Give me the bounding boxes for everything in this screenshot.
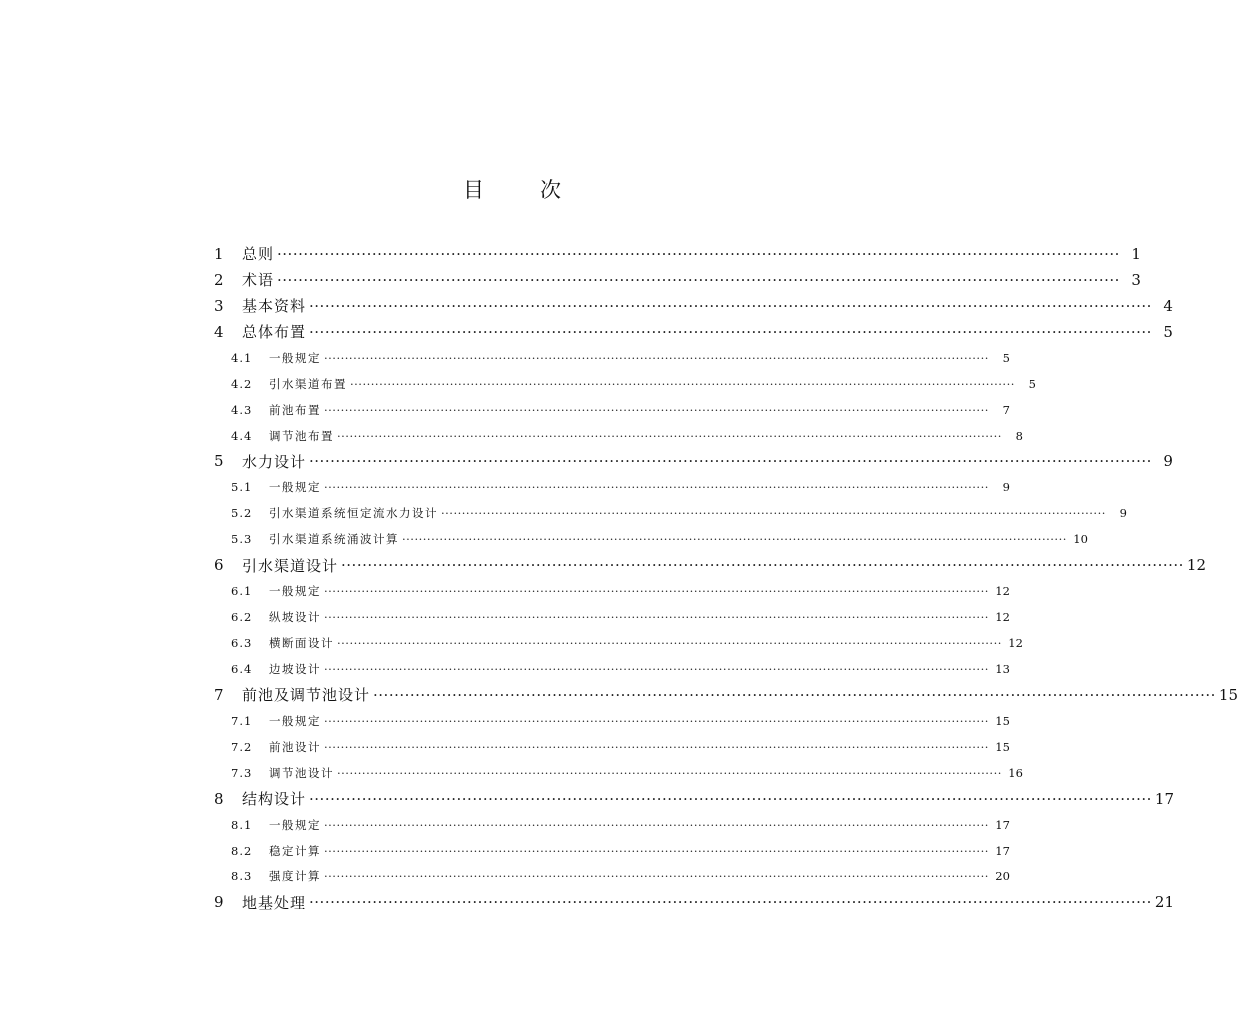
toc-dot-leader: ································································································································································ bbox=[309, 893, 1152, 912]
toc-entry[interactable] bbox=[214, 889, 1174, 915]
toc-entry[interactable] bbox=[214, 526, 1088, 552]
toc-entry-title: 一般规定 bbox=[269, 480, 321, 495]
toc-entry-page-number: 15 bbox=[995, 713, 1010, 728]
toc-dot-leader: ································································································································································ bbox=[324, 661, 989, 676]
toc-entry[interactable] bbox=[214, 708, 1010, 734]
toc-dot-leader: ································································································································································ bbox=[324, 869, 989, 884]
toc-entry-number: 6.3 bbox=[231, 636, 253, 651]
toc-entry-number: 6.1 bbox=[231, 584, 253, 599]
toc-entry-title: 结构设计 bbox=[242, 790, 307, 809]
toc-entry[interactable] bbox=[214, 267, 1141, 293]
toc-entry-page-number: 17 bbox=[995, 843, 1010, 858]
toc-entry-number: 5.1 bbox=[231, 480, 253, 495]
toc-entry-number: 8 bbox=[214, 789, 224, 808]
toc-entry[interactable] bbox=[214, 371, 1036, 397]
toc-entry-page-number: 12 bbox=[995, 610, 1010, 625]
toc-entry[interactable] bbox=[214, 812, 1010, 838]
toc-entry-number: 4.4 bbox=[231, 428, 253, 443]
toc-entry-title: 横断面设计 bbox=[269, 636, 334, 651]
toc-entry-page-number: 9 bbox=[1163, 452, 1173, 471]
toc-entry-number: 5.3 bbox=[231, 532, 253, 547]
toc-dot-leader: ································································································································································ bbox=[324, 739, 989, 754]
toc-dot-leader: ································································································································································ bbox=[337, 428, 1002, 443]
toc-entry-page-number: 5 bbox=[1002, 350, 1010, 365]
toc-dot-leader: ································································································································································ bbox=[324, 480, 989, 495]
toc-dot-leader: ································································································································································ bbox=[309, 789, 1152, 808]
toc-entry-number: 7.1 bbox=[231, 713, 253, 728]
toc-entry-page-number: 10 bbox=[1073, 532, 1088, 547]
toc-entry-title: 调节池设计 bbox=[269, 765, 334, 780]
toc-dot-leader: ································································································································································ bbox=[324, 402, 989, 417]
toc-entry-title: 一般规定 bbox=[269, 817, 321, 832]
toc-entry-page-number: 17 bbox=[1154, 789, 1174, 808]
toc-dot-leader: ································································································································································ bbox=[324, 817, 989, 832]
toc-entry-number: 6.2 bbox=[231, 610, 253, 625]
toc-entry-page-number: 9 bbox=[1002, 480, 1010, 495]
toc-entry-title: 强度计算 bbox=[269, 869, 321, 884]
toc-entry[interactable] bbox=[214, 397, 1010, 423]
toc-dot-leader: ································································································································································ bbox=[373, 685, 1216, 704]
toc-entry[interactable] bbox=[214, 500, 1127, 526]
toc-entry-page-number: 5 bbox=[1028, 376, 1036, 391]
toc-entry-number: 6.4 bbox=[231, 661, 253, 676]
table-of-contents bbox=[214, 241, 1238, 915]
toc-dot-leader: ································································································································································ bbox=[402, 532, 1067, 547]
toc-entry-number: 4.1 bbox=[231, 350, 253, 365]
toc-entry-number: 4.3 bbox=[231, 402, 253, 417]
toc-entry-page-number: 21 bbox=[1154, 893, 1174, 912]
toc-entry-title: 一般规定 bbox=[269, 350, 321, 365]
toc-entry-page-number: 12 bbox=[995, 584, 1010, 599]
toc-entry-number: 8.2 bbox=[231, 843, 253, 858]
toc-entry[interactable] bbox=[214, 682, 1238, 708]
toc-dot-leader: ································································································································································ bbox=[309, 452, 1152, 471]
toc-entry-number: 4 bbox=[214, 322, 224, 341]
toc-entry-number: 1 bbox=[214, 244, 224, 263]
toc-entry-page-number: 16 bbox=[1008, 765, 1023, 780]
toc-entry[interactable] bbox=[214, 345, 1010, 371]
toc-entry-page-number: 13 bbox=[995, 661, 1010, 676]
toc-entry[interactable] bbox=[214, 864, 1010, 890]
toc-entry[interactable] bbox=[214, 319, 1173, 345]
toc-entry-number: 3 bbox=[214, 296, 224, 315]
toc-dot-leader: ································································································································································ bbox=[324, 610, 989, 625]
page-title-char-2: 次 bbox=[540, 178, 561, 202]
toc-dot-leader: ································································································································································ bbox=[277, 244, 1120, 263]
toc-entry-page-number: 15 bbox=[995, 739, 1010, 754]
toc-entry[interactable] bbox=[214, 293, 1173, 319]
toc-entry-title: 稳定计算 bbox=[269, 843, 321, 858]
toc-dot-leader: ································································································································································ bbox=[309, 322, 1152, 341]
toc-entry-number: 7.2 bbox=[231, 739, 253, 754]
toc-entry-title: 引水渠道设计 bbox=[242, 556, 339, 575]
toc-dot-leader: ································································································································································ bbox=[324, 713, 989, 728]
toc-dot-leader: ································································································································································ bbox=[324, 843, 989, 858]
toc-entry-title: 前池布置 bbox=[269, 402, 321, 417]
toc-entry-title: 总体布置 bbox=[242, 323, 307, 342]
toc-entry-title: 引水渠道布置 bbox=[269, 376, 347, 391]
toc-dot-leader: ································································································································································ bbox=[441, 506, 1106, 521]
toc-entry-title: 引水渠道系统恒定流水力设计 bbox=[269, 506, 438, 521]
toc-entry-page-number: 9 bbox=[1119, 506, 1127, 521]
toc-entry-title: 基本资料 bbox=[242, 297, 307, 316]
toc-entry-page-number: 4 bbox=[1163, 296, 1173, 315]
toc-entry[interactable] bbox=[214, 630, 1023, 656]
toc-entry[interactable] bbox=[214, 578, 1010, 604]
toc-entry-number: 9 bbox=[214, 893, 224, 912]
toc-entry-title: 引水渠道系统涌波计算 bbox=[269, 532, 399, 547]
toc-entry[interactable] bbox=[214, 734, 1010, 760]
toc-entry[interactable] bbox=[214, 449, 1173, 475]
toc-dot-leader: ································································································································································ bbox=[277, 270, 1120, 289]
toc-entry-page-number: 1 bbox=[1131, 244, 1141, 263]
toc-dot-leader: ································································································································································ bbox=[324, 584, 989, 599]
toc-entry-title: 总则 bbox=[242, 245, 275, 264]
toc-entry-title: 前池及调节池设计 bbox=[242, 686, 371, 705]
toc-entry-title: 前池设计 bbox=[269, 739, 321, 754]
toc-entry-number: 6 bbox=[214, 556, 224, 575]
toc-entry[interactable] bbox=[214, 604, 1010, 630]
toc-dot-leader: ································································································································································ bbox=[324, 350, 989, 365]
toc-dot-leader: ································································································································································ bbox=[350, 376, 1015, 391]
toc-entry-title: 术语 bbox=[242, 271, 275, 290]
toc-entry-title: 一般规定 bbox=[269, 584, 321, 599]
toc-entry-page-number: 5 bbox=[1163, 322, 1173, 341]
page-title-char-1: 目 bbox=[463, 178, 484, 202]
toc-entry[interactable] bbox=[214, 241, 1141, 267]
toc-entry-page-number: 20 bbox=[995, 869, 1010, 884]
toc-entry-number: 8.3 bbox=[231, 869, 253, 884]
toc-entry[interactable] bbox=[214, 760, 1023, 786]
toc-entry-page-number: 17 bbox=[995, 817, 1010, 832]
toc-entry-page-number: 3 bbox=[1131, 270, 1141, 289]
toc-entry-number: 4.2 bbox=[231, 376, 253, 391]
toc-entry-number: 8.1 bbox=[231, 817, 253, 832]
toc-entry-number: 7 bbox=[214, 685, 224, 704]
toc-entry[interactable] bbox=[214, 656, 1010, 682]
toc-entry[interactable] bbox=[214, 552, 1206, 578]
toc-dot-leader: ································································································································································ bbox=[337, 636, 1002, 651]
toc-entry-title: 一般规定 bbox=[269, 713, 321, 728]
toc-entry-title: 边坡设计 bbox=[269, 661, 321, 676]
toc-entry[interactable] bbox=[214, 423, 1023, 449]
toc-entry-number: 5 bbox=[214, 452, 224, 471]
toc-dot-leader: ································································································································································ bbox=[337, 765, 1002, 780]
toc-dot-leader: ································································································································································ bbox=[309, 296, 1152, 315]
toc-entry-page-number: 8 bbox=[1015, 428, 1023, 443]
toc-entry-number: 7.3 bbox=[231, 765, 253, 780]
toc-entry-page-number: 15 bbox=[1218, 685, 1238, 704]
toc-entry-page-number: 12 bbox=[1008, 636, 1023, 651]
toc-entry-title: 水力设计 bbox=[242, 452, 307, 471]
toc-entry-page-number: 7 bbox=[1002, 402, 1010, 417]
toc-entry-title: 地基处理 bbox=[242, 893, 307, 912]
toc-entry-title: 纵坡设计 bbox=[269, 610, 321, 625]
page-title bbox=[0, 176, 1024, 204]
toc-entry[interactable] bbox=[214, 838, 1010, 864]
toc-dot-leader: ································································································································································ bbox=[341, 556, 1184, 575]
toc-entry[interactable] bbox=[214, 474, 1010, 500]
toc-entry-title: 调节池布置 bbox=[269, 428, 334, 443]
toc-entry-number: 5.2 bbox=[231, 506, 253, 521]
toc-entry-page-number: 12 bbox=[1186, 556, 1206, 575]
toc-entry[interactable] bbox=[214, 786, 1174, 812]
toc-entry-number: 2 bbox=[214, 270, 224, 289]
